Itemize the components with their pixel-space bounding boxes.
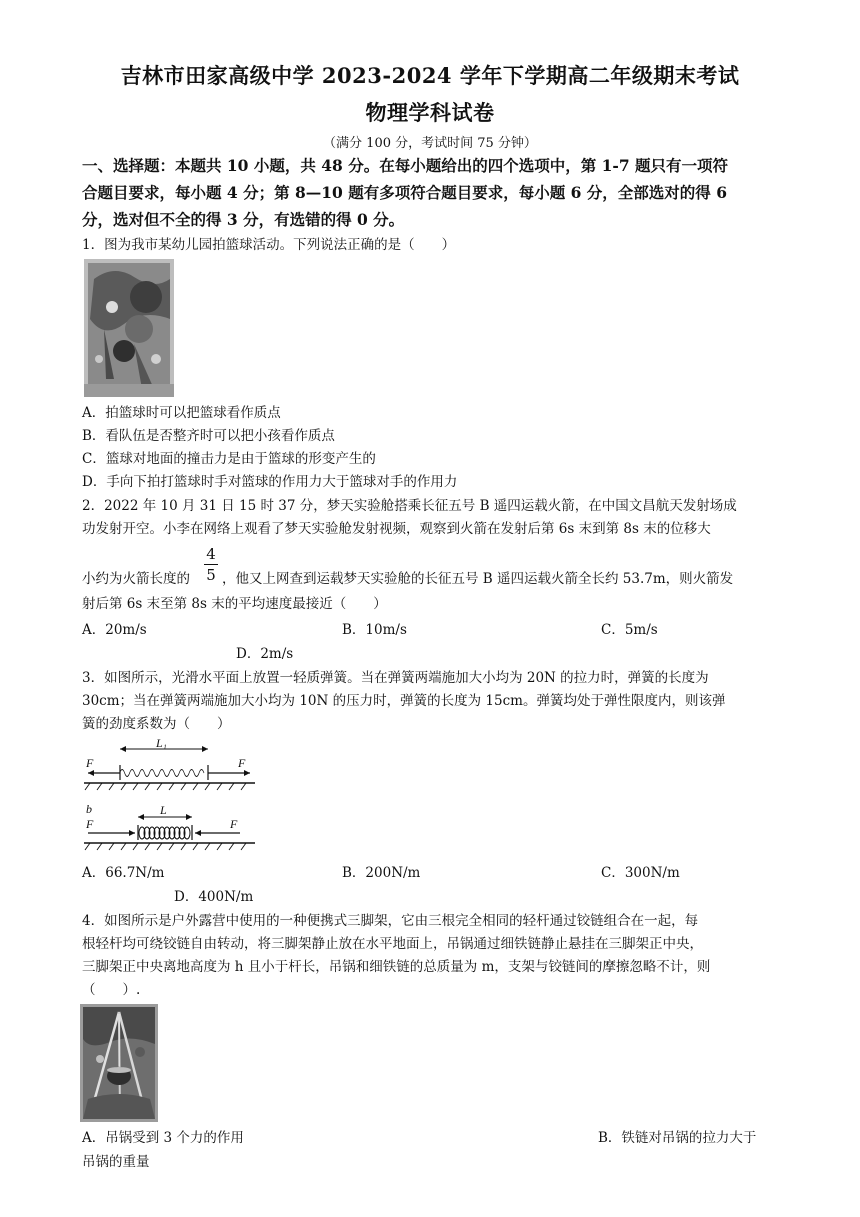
question-2-stem-line: 功发射开空。小李在网络上观看了梦天实验舱发射视频，观察到火箭在发射后第 6s 末到第 8s 末的位移大 <box>82 521 711 537</box>
question-2-option-b: B．10m/s <box>342 622 407 638</box>
section-heading-line: 一、选择题：本题共 10 小题，共 48 分。在每小题给出的四个选项中，第 1-7 题只有一项符 <box>82 156 729 175</box>
question-4-stem-line: 4．如图所示是户外露营中使用的一种便携式三脚架，它由三根完全相同的轻杆通过铰链组合在一起，每 <box>82 913 699 929</box>
label-l: L <box>160 803 167 817</box>
exam-subtitle: 物理学科试卷 <box>365 100 495 125</box>
label-f-left-top: F <box>86 756 94 770</box>
question-4-option-a: A．吊锅受到 3 个力的作用 <box>82 1130 244 1146</box>
question-1-option-b: B．看队伍是否整齐时可以把小孩看作质点 <box>82 428 335 444</box>
question-1-stem: 1．图为我市某幼儿园拍篮球活动。下列说法正确的是（ ） <box>82 237 456 253</box>
question-2-stem-line: ，他又上网查到运载梦天实验舱的长征五号 B 遥四运载火箭全长约 53.7m，则火箭发 <box>222 571 734 587</box>
question-1-option-d: D．手向下拍打篮球时手对篮球的作用力大于篮球对手的作用力 <box>82 474 458 490</box>
exam-title: 吉林市田家高级中学 2023-2024 学年下学期高二年级期末考试 <box>120 63 740 88</box>
label-l1: L₁ <box>156 736 167 750</box>
question-3-stem-line: 30cm；当在弹簧两端施加大小均为 10N 的压力时，弹簧的长度为 15cm。弹簧均处于弹性限度内，则该弹 <box>82 693 726 709</box>
label-f-left-bottom: F <box>86 817 94 831</box>
fraction-four-fifths <box>203 545 219 584</box>
label-f-right-top: F <box>238 756 246 770</box>
section-heading-line: 合题目要求，每小题 4 分；第 8—10 题有多项符合题目要求，每小题 6 分，全部选对的得 6 <box>82 183 727 202</box>
question-3-stem-line: 3．如图所示，光滑水平面上放置一轻质弹簧。当在弹簧两端施加大小均为 20N 的拉力时，弹簧的长度为 <box>82 670 709 686</box>
tripod-photo <box>80 1004 158 1126</box>
question-2-option-a: A．20m/s <box>82 622 147 638</box>
question-4-stem-line: 根轻杆均可绕铰链自由转动，将三脚架静止放在水平地面上，吊锅通过细铁链静止悬挂在三脚架正中央， <box>82 936 703 952</box>
section-heading-line: 分，选对但不全的得 3 分，有选错的得 0 分。 <box>82 210 405 229</box>
fraction-numerator: 4 <box>206 545 216 563</box>
question-3-option-b: B．200N/m <box>342 865 421 881</box>
question-3-option-d: D．400N/m <box>174 889 254 905</box>
question-3-stem-line: 簧的劲度系数为（ ） <box>82 716 231 732</box>
question-2-stem-line: 小约为火箭长度的 <box>82 571 190 587</box>
question-2-stem-line: 射后第 6s 末至第 8s 末的平均速度最接近（ ） <box>82 596 387 612</box>
spring-diagram <box>80 735 265 860</box>
basketball-photo <box>84 259 174 401</box>
question-2-option-d: D．2m/s <box>236 646 294 662</box>
label-b: b <box>86 802 92 816</box>
question-4-stem-line: 三脚架正中央离地高度为 h 且小于杆长，吊锅和细铁链的总质量为 m，支架与铰链间的摩擦忽略不计，则 <box>82 959 711 975</box>
question-1-option-a: A．拍篮球时可以把篮球看作质点 <box>82 405 281 421</box>
fraction-denominator: 5 <box>206 566 216 584</box>
label-f-right-bottom: F <box>230 817 238 831</box>
question-1-option-c: C．篮球对地面的撞击力是由于篮球的形变产生的 <box>82 451 376 467</box>
question-4-option-b: B．铁链对吊锅的拉力大于 <box>598 1130 757 1146</box>
question-3-option-a: A．66.7N/m <box>82 865 165 881</box>
question-2-stem-line: 2．2022 年 10 月 31 日 15 时 37 分，梦天实验舱搭乘长征五号 B 遥四运载火箭，在中国文昌航天发射场成 <box>82 498 737 514</box>
question-4-option-b-continued: 吊锅的重量 <box>82 1154 150 1170</box>
question-3-option-c: C．300N/m <box>601 865 680 881</box>
fraction-bar <box>204 564 218 565</box>
question-2-option-c: C．5m/s <box>601 622 658 638</box>
question-4-stem-line: （ ）. <box>82 982 141 998</box>
exam-note: （满分 100 分，考试时间 75 分钟） <box>323 136 537 151</box>
section-heading <box>82 152 782 233</box>
